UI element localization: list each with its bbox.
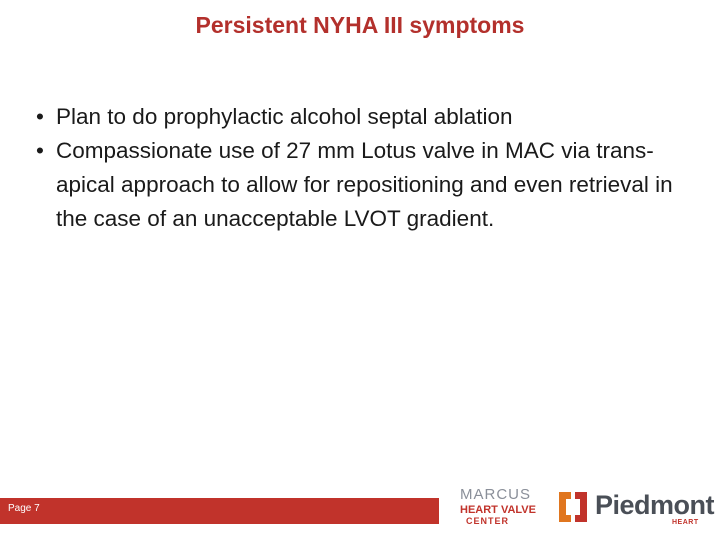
bullet-item (36, 134, 696, 236)
footer-bar (0, 498, 439, 524)
bullet-marker: • (36, 138, 44, 163)
marcus-logo-line3: CENTER (466, 516, 510, 526)
piedmont-logo-subtext: HEART (672, 519, 699, 526)
marcus-logo-line2: HEART VALVE (460, 504, 536, 516)
piedmont-bracket-icon (557, 490, 589, 524)
bullet-item (36, 100, 696, 134)
piedmont-logo-text: Piedmont (595, 490, 715, 520)
bullet-list (36, 100, 696, 236)
bullet-text: Compassionate use of 27 mm Lotus valve in MAC via trans-apical approach to allow for repositioning and even retrieval in the case of an unacceptable LVOT gradient. (56, 138, 673, 231)
slide-title: Persistent NYHA III symptoms (195, 12, 525, 38)
page-number: Page 7 (8, 503, 40, 514)
marcus-logo-line1: MARCUS (460, 486, 532, 503)
marcus-heart-valve-center-logo (460, 487, 540, 531)
bullet-text: Plan to do prophylactic alcohol septal ablation (56, 104, 513, 129)
bullet-marker: • (36, 104, 44, 129)
